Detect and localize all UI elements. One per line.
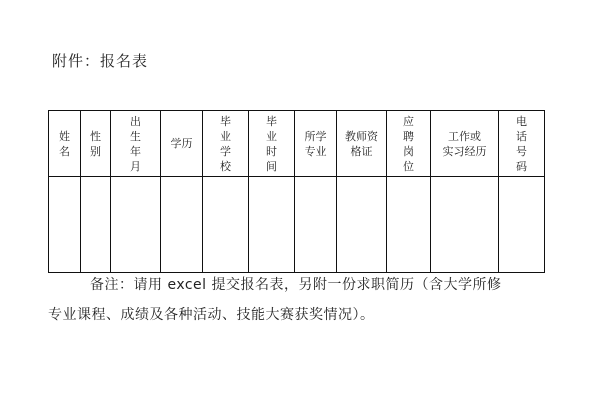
header-birth-date: 出生年月 xyxy=(111,111,161,177)
cell-teacher-certificate[interactable] xyxy=(337,177,387,273)
cell-name[interactable] xyxy=(49,177,81,273)
cell-education[interactable] xyxy=(161,177,203,273)
header-major: 所学专业 xyxy=(295,111,337,177)
cell-major[interactable] xyxy=(295,177,337,273)
cell-gender[interactable] xyxy=(81,177,111,273)
cell-graduation-time[interactable] xyxy=(249,177,295,273)
header-education: 学历 xyxy=(161,111,203,177)
header-phone: 电话号码 xyxy=(499,111,545,177)
cell-experience[interactable] xyxy=(431,177,499,273)
header-position: 应聘岗位 xyxy=(387,111,431,177)
remarks-line-2: 专业课程、成绩及各种活动、技能大赛获奖情况）。 xyxy=(48,307,375,323)
table-row xyxy=(49,177,545,273)
header-graduation-school: 毕业学校 xyxy=(203,111,249,177)
cell-phone[interactable] xyxy=(499,177,545,273)
header-gender: 性别 xyxy=(81,111,111,177)
registration-form-table xyxy=(48,110,545,273)
remarks xyxy=(48,270,553,330)
header-experience: 工作或 实习经历 xyxy=(431,111,499,177)
page-title: 附件：报名表 xyxy=(52,52,149,70)
remarks-line-1: 备注：请用 excel 提交报名表，另附一份求职简历（含大学所修 xyxy=(90,277,502,293)
header-name: 姓名 xyxy=(49,111,81,177)
header-teacher-certificate: 教师资格证 xyxy=(337,111,387,177)
table-header-row xyxy=(49,111,545,177)
header-graduation-time: 毕业时间 xyxy=(249,111,295,177)
cell-graduation-school[interactable] xyxy=(203,177,249,273)
cell-position[interactable] xyxy=(387,177,431,273)
cell-birth-date[interactable] xyxy=(111,177,161,273)
